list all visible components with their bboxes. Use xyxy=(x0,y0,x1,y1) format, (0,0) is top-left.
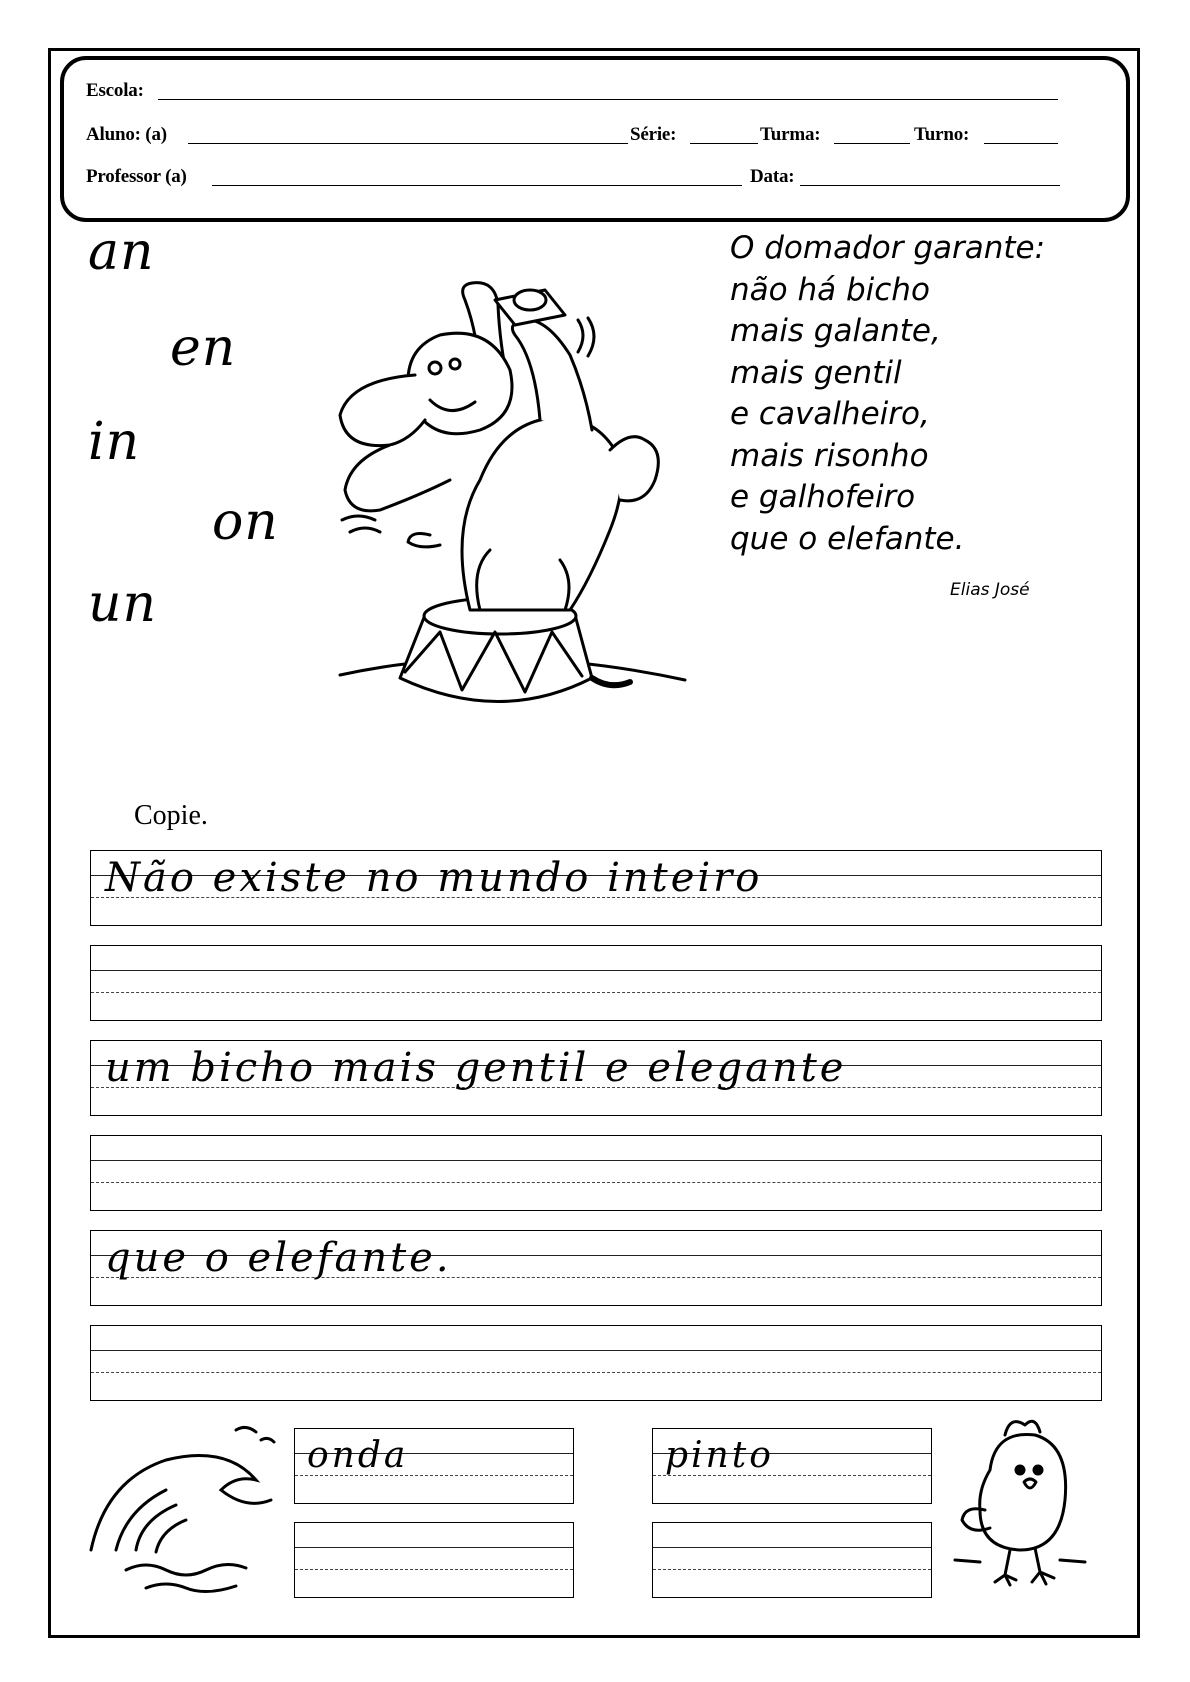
poem-line: e cavalheiro, xyxy=(730,396,930,432)
syllable-un: un xyxy=(88,574,157,634)
turma-field[interactable] xyxy=(834,143,910,144)
student-info-box xyxy=(60,56,1130,222)
syllable-in: in xyxy=(88,412,141,472)
poem-line: que o elefante. xyxy=(730,520,965,557)
poem-line: mais gentil xyxy=(730,354,902,391)
data-label: Data: xyxy=(750,166,795,187)
turno-label: Turno: xyxy=(914,124,970,145)
copy-band-1[interactable] xyxy=(90,850,1102,926)
escola-field[interactable] xyxy=(158,99,1058,100)
word-band-onda[interactable] xyxy=(294,1428,574,1504)
poem-line: e galhofeiro xyxy=(730,479,916,515)
turma-label: Turma: xyxy=(760,124,821,145)
word-onda: onda xyxy=(307,1435,409,1476)
syllable-en: en xyxy=(170,318,237,378)
copy-band-5[interactable] xyxy=(90,1230,1102,1306)
serie-field[interactable] xyxy=(690,143,758,144)
word-band-blank-right[interactable] xyxy=(652,1522,932,1598)
copy-band-4[interactable] xyxy=(90,1135,1102,1211)
word-band-blank-left[interactable] xyxy=(294,1522,574,1598)
syllable-on: on xyxy=(212,492,279,552)
poem xyxy=(730,228,1045,560)
aluno-field[interactable] xyxy=(188,143,628,144)
poem-author: Elias José xyxy=(950,580,1030,600)
syllable-an: an xyxy=(88,222,155,282)
wave-icon xyxy=(86,1420,286,1600)
turno-field[interactable] xyxy=(984,143,1058,144)
professor-label: Professor (a) xyxy=(86,166,187,187)
aluno-label: Aluno: (a) xyxy=(86,124,167,145)
instruction: Copie. xyxy=(134,800,208,831)
data-field[interactable] xyxy=(800,185,1060,186)
copy-line-text: um bicho mais gentil e elegante xyxy=(105,1045,847,1091)
copy-band-2[interactable] xyxy=(90,945,1102,1021)
professor-field[interactable] xyxy=(212,185,742,186)
copy-line-text: que o elefante. xyxy=(105,1235,452,1281)
word-pinto: pinto xyxy=(665,1435,774,1476)
poem-line: O domador garante: xyxy=(730,230,1046,266)
copy-band-3[interactable] xyxy=(90,1040,1102,1116)
serie-label: Série: xyxy=(630,124,677,145)
chick-icon xyxy=(950,1410,1090,1590)
poem-line: mais galante, xyxy=(730,313,941,349)
copy-line-text: Não existe no mundo inteiro xyxy=(105,855,763,901)
escola-label: Escola: xyxy=(86,80,144,101)
poem-line: mais risonho xyxy=(730,437,929,474)
poem-line: não há bicho xyxy=(730,271,930,308)
copy-band-6[interactable] xyxy=(90,1325,1102,1401)
elephant-icon xyxy=(330,280,710,740)
word-band-pinto[interactable] xyxy=(652,1428,932,1504)
